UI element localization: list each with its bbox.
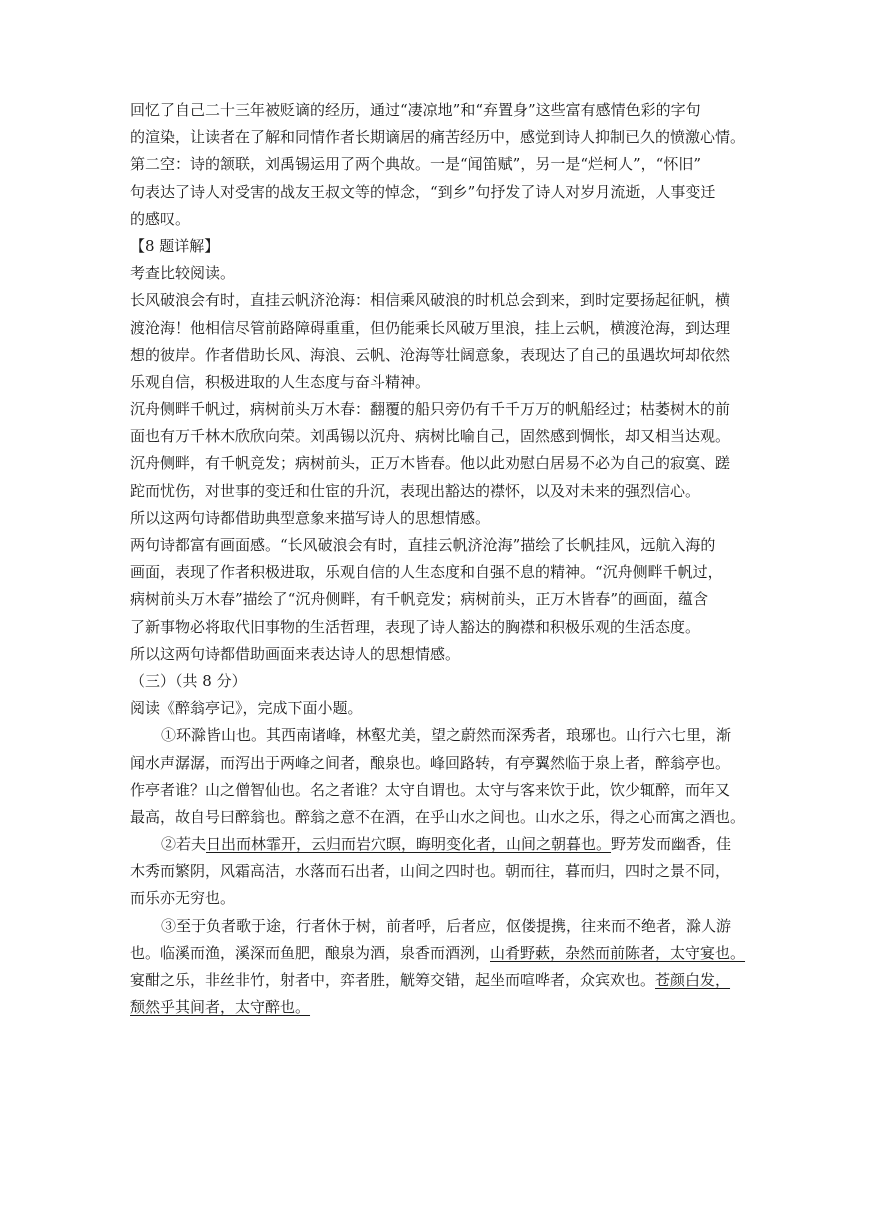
underlined-text: 日出而林霏开，云归而岩穴暝，晦明变化者，山间之朝暮也。 — [206, 835, 612, 854]
text-line — [130, 505, 740, 532]
text-run: 两句诗都富有画面感。“长风破浪会有时，直挂云帆济沧海”描绘了长帆挂风，远航入海的 — [130, 536, 716, 554]
text-line — [130, 967, 740, 994]
text-run: 的感叹。 — [130, 209, 191, 228]
text-run: 病树前头万木春”描绘了“沉舟侧畔，有千帆竞发；病树前头，正万木皆春”的画面，蕴含 — [130, 590, 709, 609]
text-run: 了新事物必将取代旧事物的生活哲理，表现了诗人豁达的胸襟和积极乐观的生活态度。 — [130, 617, 701, 636]
text-line — [130, 885, 740, 912]
text-line — [130, 97, 740, 124]
text-run: 想的彼岸。作者借助长风、海浪、云帆、沧海等壮阔意象，表现达了自己的虽遇坎坷却依然 — [130, 345, 731, 364]
text-line — [130, 369, 740, 396]
text-run: ①环滁皆山也。其西南诸峰，林壑尤美，望之蔚然而深秀者，琅琊也。山行六七里，渐 — [161, 726, 732, 745]
text-line — [130, 206, 740, 233]
text-line — [130, 913, 740, 940]
text-line — [130, 831, 740, 858]
text-line — [130, 695, 740, 722]
text-line — [130, 858, 740, 885]
text-line — [130, 478, 740, 505]
text-line — [130, 614, 740, 641]
text-run: 最高，故自号曰醉翁也。醉翁之意不在酒，在乎山水之间也。山水之乐，得之心而寓之酒也。 — [130, 807, 746, 826]
text-run: 而乐亦无穷也。 — [130, 889, 236, 908]
text-run: 乐观自信，积极进取的人生态度与奋斗精神。 — [130, 372, 431, 391]
text-line — [130, 722, 740, 749]
underlined-text: 颓然乎其间者，太守醉也。 — [130, 998, 311, 1017]
text-line — [130, 124, 746, 151]
text-line — [130, 396, 740, 423]
text-run: （三）（共 8 分） — [130, 671, 247, 690]
text-run: 的渲染，让读者在了解和同情作者长期谪居的痛苦经历中，感觉到诗人抑制已久的愤激心情。 — [130, 128, 746, 147]
text-run: 画面，表现了作者积极进取，乐观自信的人生态度和自强不息的精神。“沉舟侧畔千帆过， — [130, 563, 723, 582]
text-run: 考查比较阅读。 — [130, 264, 236, 283]
text-line — [130, 450, 740, 477]
text-line — [130, 750, 740, 777]
text-run: 跎而忧伤，对世事的变迁和仕宦的升沉，表现出豁达的襟怀，以及对未来的强烈信心。 — [130, 481, 701, 500]
text-run: ②若夫 — [161, 835, 207, 854]
underlined-text: 苍颜白发， — [655, 971, 731, 989]
text-line — [130, 233, 740, 260]
text-run: 回忆了自己二十三年被贬谪的经历，通过“凄凉地”和“弃置身”这些富有感情色彩的字句 — [130, 101, 701, 119]
text-run: 木秀而繁阴，风霜高洁，水落而石出者，山间之四时也。朝而往，暮而归，四时之景不同， — [130, 862, 731, 881]
text-line — [130, 586, 740, 613]
document-page — [130, 97, 746, 1021]
text-run: 也。临溪而渔，溪深而鱼肥，酿泉为酒，泉香而酒洌， — [130, 943, 491, 962]
text-run: 作亭者谁？山之僧智仙也。名之者谁？太守自谓也。太守与客来饮于此，饮少辄醉，而年又 — [130, 780, 731, 799]
text-line — [130, 532, 740, 559]
text-line — [130, 804, 746, 831]
text-run: 所以这两句诗都借助画面来表达诗人的思想情感。 — [130, 644, 461, 663]
text-line — [130, 315, 740, 342]
underlined-text: 山肴野蔌，杂然而前陈者，太守宴也。 — [490, 943, 746, 962]
text-line — [130, 423, 740, 450]
text-line — [130, 777, 740, 804]
text-run: 所以这两句诗都借助典型意象来描写诗人的思想情感。 — [130, 508, 491, 527]
text-line — [130, 668, 740, 695]
text-line — [130, 151, 740, 178]
text-run: 沉舟侧畔千帆过，病树前头万木春：翻覆的船只旁仍有千千万万的帆船经过；枯萎树木的前 — [130, 400, 731, 419]
text-line — [130, 342, 740, 369]
text-line — [130, 559, 740, 586]
text-line — [130, 179, 740, 206]
text-run: 阅读《醉翁亭记》，完成下面小题。 — [130, 699, 363, 718]
text-run: 沉舟侧畔，有千帆竞发；病树前头，正万木皆春。他以此劝慰白居易不必为自己的寂寞、蹉 — [130, 454, 731, 473]
text-run: ③至于负者歌于途，行者休于树，前者呼，后者应，伛偻提携，往来而不绝者，滁人游 — [161, 916, 732, 935]
text-line — [130, 260, 740, 287]
text-run: 句表达了诗人对受害的战友王叔文等的悼念，“到乡”句抒发了诗人对岁月流逝，人事变迁 — [130, 182, 716, 201]
text-line — [130, 994, 740, 1021]
text-run: 第二空：诗的颔联，刘禹锡运用了两个典故。一是“闻笛赋”，另一是“烂柯人”，“怀旧” — [130, 155, 702, 174]
text-run: 面也有万千林木欣欣向荣。刘禹锡以沉舟、病树比喻自己，固然感到惆怅，却又相当达观。 — [130, 427, 731, 446]
text-run: 渡沧海！他相信尽管前路障碍重重，但仍能乘长风破万里浪，挂上云帆，横渡沧海，到达理 — [130, 318, 731, 337]
text-run: 野芳发而幽香，佳 — [611, 835, 732, 854]
text-run: 长风破浪会有时，直挂云帆济沧海：相信乘风破浪的时机总会到来，到时定要扬起征帆，横 — [130, 291, 731, 310]
text-line — [130, 287, 740, 314]
text-run: 闻水声潺潺，而泻出于两峰之间者，酿泉也。峰回路转，有亭翼然临于泉上者，醉翁亭也。 — [130, 753, 731, 772]
text-run: 【8 题详解】 — [130, 236, 220, 255]
text-run: 宴酣之乐，非丝非竹，射者中，弈者胜，觥筹交错，起坐而喧哗者，众宾欢也。 — [130, 971, 656, 989]
text-line — [130, 940, 746, 967]
text-line — [130, 641, 740, 668]
